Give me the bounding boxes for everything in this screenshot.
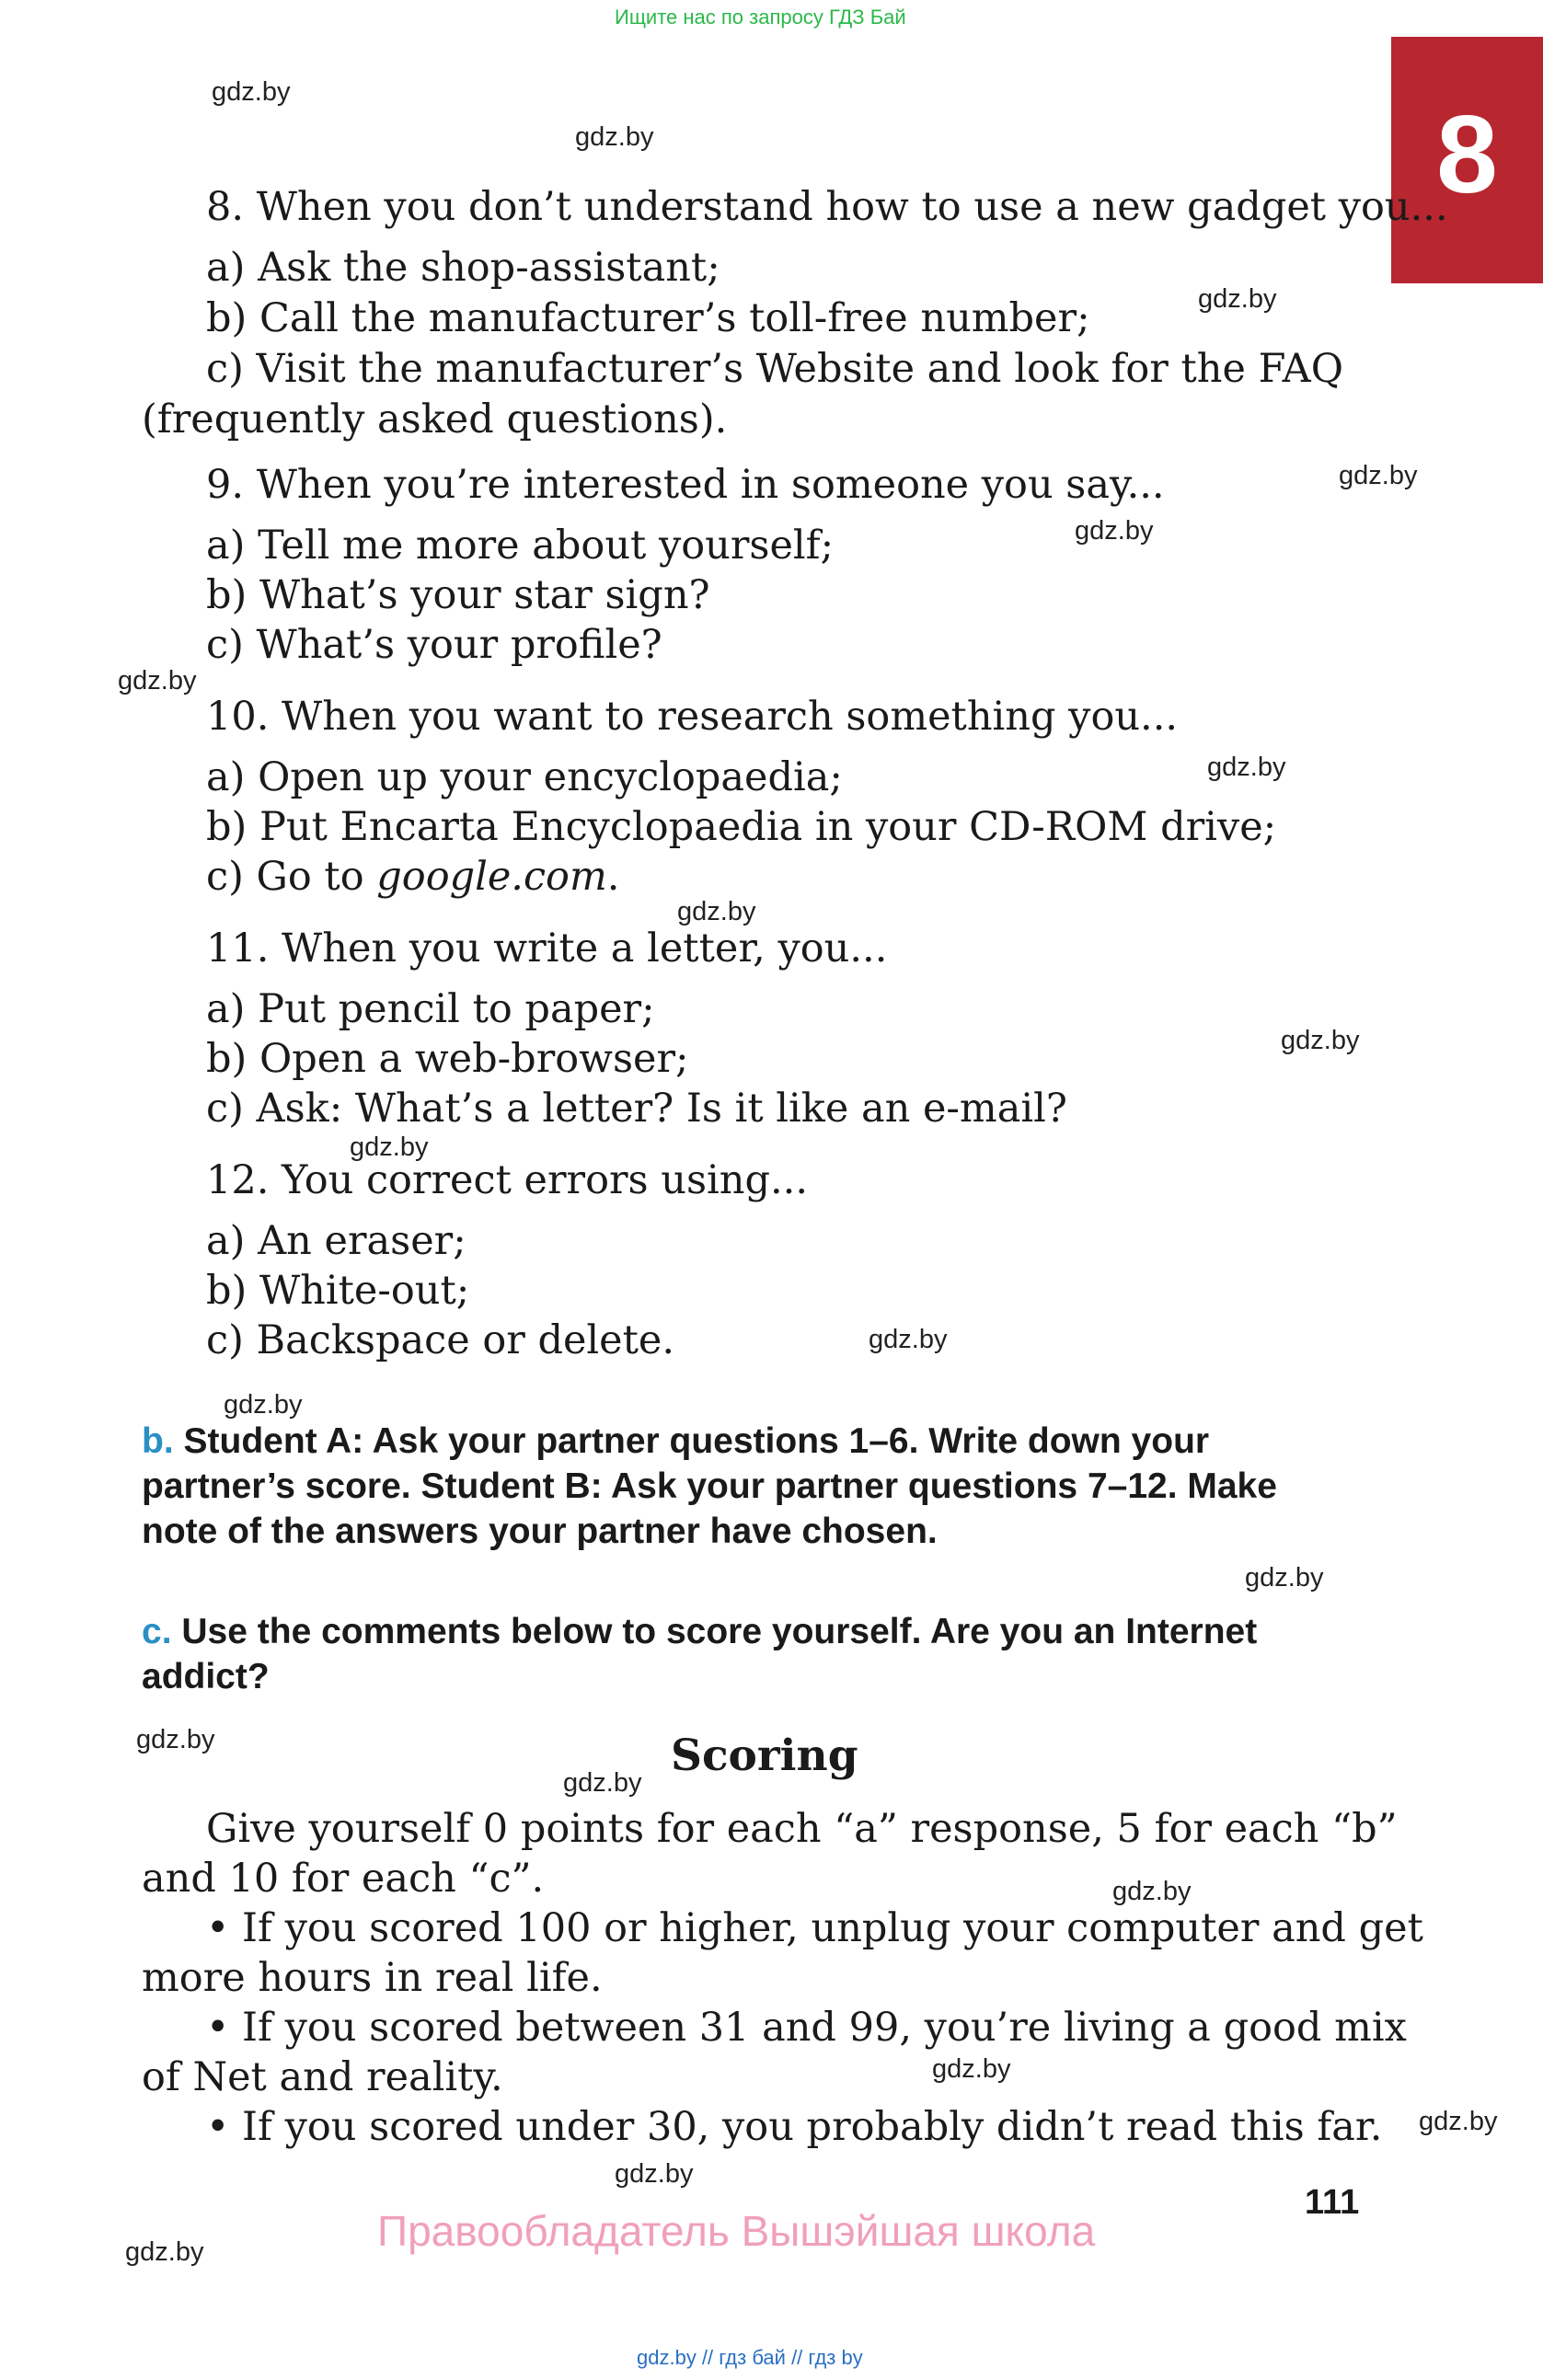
scoring-intro-line-1: Give yourself 0 points for each “a” response, 5 for each “b”	[206, 1806, 1398, 1852]
question-12: 12. You correct errors using...	[206, 1157, 808, 1203]
scoring-intro-line-2: and 10 for each “c”.	[142, 1856, 545, 1902]
option-11c: c) Ask: What’s a letter? Is it like an e-mail?	[206, 1086, 1067, 1132]
watermark: gdz.by	[212, 77, 291, 107]
chapter-tab	[1391, 37, 1543, 283]
task-c-letter: c.	[142, 1612, 172, 1651]
task-b-letter: b.	[142, 1421, 174, 1461]
scoring-heading: Scoring	[671, 1730, 858, 1781]
option-8c: c) Visit the manufacturer’s Website and look for the FAQ	[206, 346, 1343, 392]
watermark: gdz.by	[563, 1768, 642, 1798]
scoring-bullet-2-line-1: • If you scored between 31 and 99, you’re living a good mix	[206, 2005, 1407, 2051]
watermark: gdz.by	[1198, 284, 1277, 314]
option-10c	[206, 854, 619, 900]
chapter-number: 8	[1436, 93, 1498, 216]
option-10c-suffix: .	[606, 854, 620, 900]
scoring-bullet-1-line-2: more hours in real life.	[142, 1955, 603, 2001]
question-9: 9. When you’re interested in someone you say...	[206, 462, 1165, 508]
watermark: gdz.by	[615, 2159, 694, 2189]
watermark: gdz.by	[125, 2237, 204, 2267]
watermark: gdz.by	[1245, 1563, 1324, 1592]
watermark: gdz.by	[1112, 1877, 1192, 1906]
watermark: gdz.by	[1419, 2107, 1498, 2136]
task-b-line-2: partner’s score. Student B: Ask your partner questions 7–12. Make	[142, 1466, 1277, 1506]
watermark: gdz.by	[118, 666, 197, 696]
task-c-line-2: addict?	[142, 1657, 270, 1696]
top-banner[interactable]: Ищите нас по запросу ГДЗ Бай	[615, 6, 906, 29]
option-8c-continuation: (frequently asked questions).	[142, 397, 728, 443]
scoring-bullet-2-line-2: of Net and reality.	[142, 2054, 503, 2100]
option-10c-prefix: c) Go to	[206, 854, 377, 900]
watermark: gdz.by	[932, 2054, 1011, 2084]
task-b-line-1	[142, 1421, 1209, 1462]
question-8: 8. When you don’t understand how to use a new gadget you...	[206, 184, 1448, 230]
question-10: 10. When you want to research something you...	[206, 694, 1179, 740]
watermark: gdz.by	[1281, 1026, 1360, 1055]
option-12b: b) White-out;	[206, 1268, 470, 1314]
option-8a: a) Ask the shop-assistant;	[206, 245, 720, 291]
watermark: gdz.by	[350, 1133, 429, 1162]
question-11: 11. When you write a letter, you...	[206, 926, 888, 972]
option-9c: c) What’s your profile?	[206, 622, 662, 668]
option-11a: a) Put pencil to paper;	[206, 986, 655, 1032]
task-c-text: Use the comments below to score yourself. Are you an Internet	[181, 1612, 1258, 1651]
watermark: gdz.by	[136, 1725, 215, 1754]
task-b-text: Student A: Ask your partner questions 1–6. Write down your	[183, 1421, 1210, 1461]
watermark: gdz.by	[575, 122, 654, 152]
option-10b: b) Put Encarta Encyclopaedia in your CD-ROM drive;	[206, 804, 1277, 850]
task-b-line-3: note of the answers your partner have chosen.	[142, 1512, 938, 1551]
option-10c-link: google.com	[376, 854, 607, 900]
option-9a: a) Tell me more about yourself;	[206, 523, 835, 569]
option-9b: b) What’s your star sign?	[206, 572, 710, 618]
watermark: gdz.by	[869, 1325, 948, 1354]
watermark: gdz.by	[677, 897, 756, 926]
scoring-bullet-1-line-1: • If you scored 100 or higher, unplug your computer and get	[206, 1905, 1423, 1951]
watermark: gdz.by	[1075, 516, 1154, 546]
footer-links[interactable]: gdz.by // гдз бай // гдз by	[637, 2346, 863, 2369]
scoring-bullet-3: • If you scored under 30, you probably didn’t read this far.	[206, 2104, 1383, 2150]
copyright-notice: Правообладатель Вышэйшая школа	[377, 2207, 1096, 2255]
task-c-line-1	[142, 1612, 1257, 1652]
option-10a: a) Open up your encyclopaedia;	[206, 754, 843, 800]
option-8b: b) Call the manufacturer’s toll-free number;	[206, 295, 1090, 341]
watermark: gdz.by	[1339, 461, 1418, 490]
watermark: gdz.by	[224, 1390, 303, 1420]
option-12c: c) Backspace or delete.	[206, 1317, 675, 1363]
option-12a: a) An eraser;	[206, 1218, 466, 1264]
watermark: gdz.by	[1207, 753, 1286, 782]
page-number: 111	[1305, 2183, 1360, 2222]
option-11b: b) Open a web-browser;	[206, 1036, 689, 1082]
